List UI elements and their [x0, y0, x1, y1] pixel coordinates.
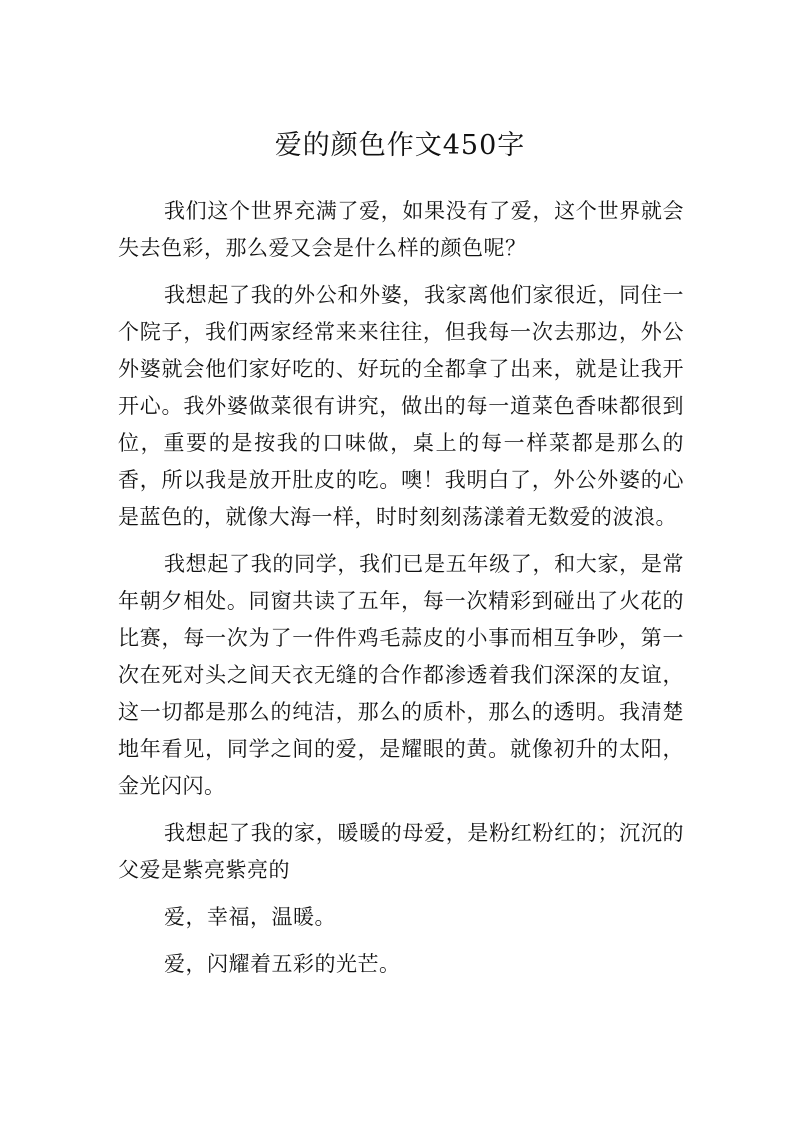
document-body — [118, 193, 684, 993]
paragraph: 爱，幸福，温暖。 — [164, 905, 336, 929]
document-title: 爱的颜色作文450字 — [274, 130, 526, 161]
paragraph: 我想起了我的同学，我们已是五年级了，和大家，是常年朝夕相处。同窗共读了五年，每一次精彩到碰出了火花的比赛，每一次为了一件件鸡毛蒜皮的小事而相互争吵，第一次在死对头之间天衣无缝的合作都渗透着我们深深的友谊，这一切都是那么的纯洁，那么的质朴，那么的透明。我清楚地年看见，同学之间的爱，是耀眼的黄。就像初升的太阳，金光闪闪。 — [118, 552, 684, 798]
paragraph: 我们这个世界充满了爱，如果没有了爱，这个世界就会失去色彩，那么爱又会是什么样的颜色呢？ — [118, 199, 684, 260]
paragraph: 爱，闪耀着五彩的光芒。 — [164, 952, 401, 976]
paragraph: 我想起了我的家，暖暖的母爱，是粉红粉红的；沉沉的父爱是紫亮紫亮的 — [118, 821, 684, 882]
paragraph: 我想起了我的外公和外婆，我家离他们家很近，同住一个院子，我们两家经常来来往往，但我每一次去那边，外公外婆就会他们家好吃的、好玩的全都拿了出来，就是让我开开心。我外婆做菜很有讲究，做出的每一道菜色香味都很到位，重要的是按我的口味做，桌上的每一样菜都是那么的香，所以我是放开肚皮的吃。噢！我明白了，外公外婆的心是蓝色的，就像大海一样，时时刻刻荡漾着无数爱的波浪。 — [118, 283, 684, 529]
